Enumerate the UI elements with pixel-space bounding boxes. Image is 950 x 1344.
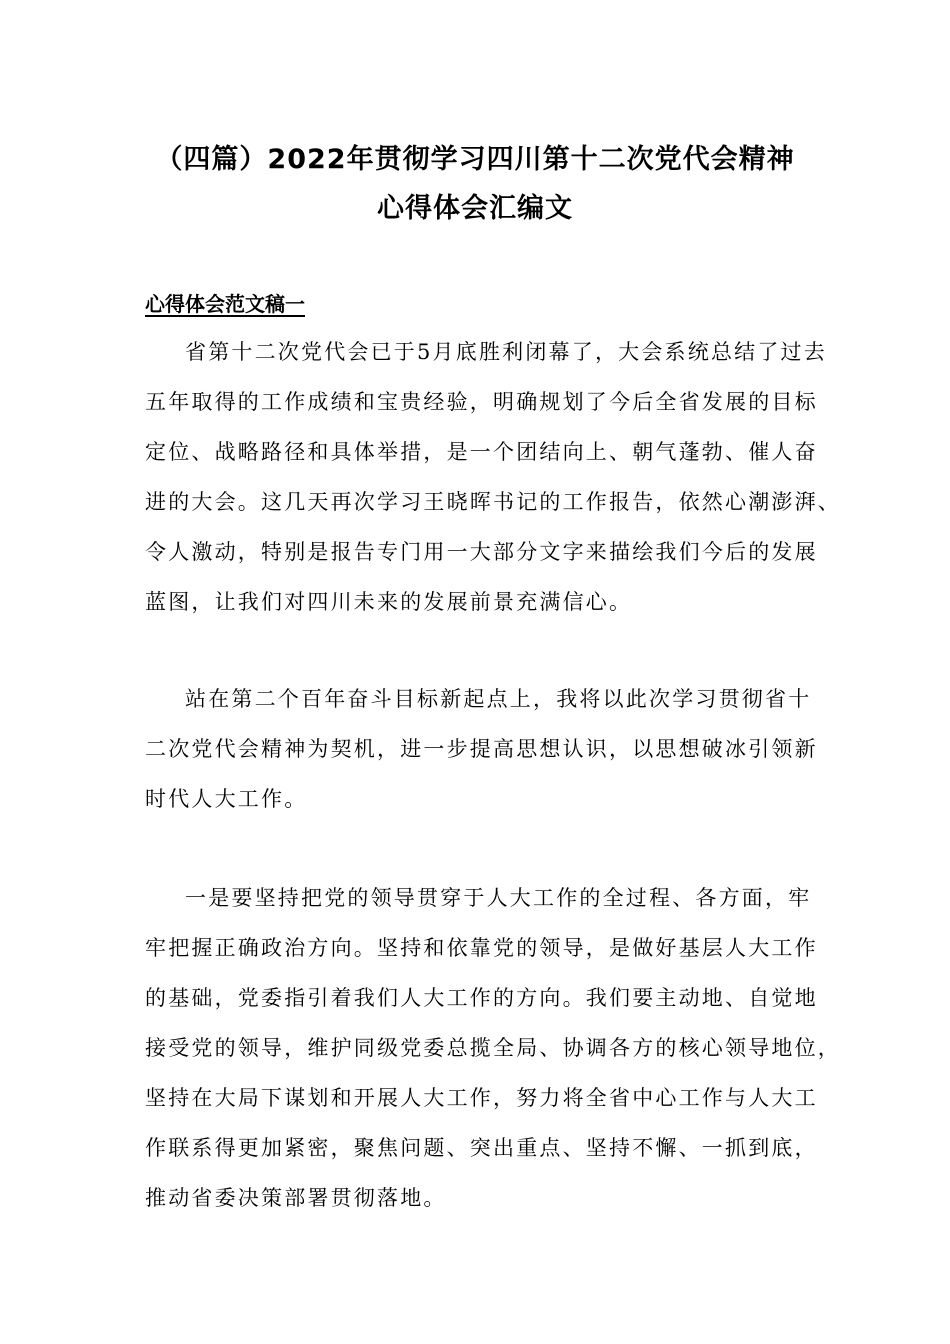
paragraph-line: 坚持在大局下谋划和开展人大工作，努力将全省中心工作与人大工	[145, 1086, 818, 1110]
paragraph-1	[145, 327, 841, 627]
paragraph-2	[145, 674, 835, 824]
paragraph-3	[145, 873, 841, 1223]
paragraph-line: 站在第二个百年奋斗目标新起点上，我将以此次学习贯彻省十	[185, 687, 812, 711]
paragraph-line: 接受党的领导，维护同级党委总揽全局、协调各方的核心领导地位，	[145, 1036, 841, 1060]
paragraph-line: 一是要坚持把党的领导贯穿于人大工作的全过程、各方面，牢	[185, 886, 812, 910]
document-title-line-1: （四篇）2022年贯彻学习四川第十二次党代会精神	[155, 144, 795, 175]
section-heading: 心得体会范文稿一	[145, 292, 305, 316]
paragraph-line: 五年取得的工作成绩和宝贵经验，明确规划了今后全省发展的目标	[145, 390, 818, 414]
paragraph-line: 令人激动，特别是报告专门用一大部分文字来描绘我们今后的发展	[145, 540, 818, 564]
paragraph-line: 进的大会。这几天再次学习王晓晖书记的工作报告，依然心潮澎湃、	[145, 490, 841, 514]
paragraph-line: 作联系得更加紧密，聚焦问题、突出重点、坚持不懈、一抓到底，	[145, 1136, 818, 1160]
paragraph-line: 时代人大工作。	[145, 787, 308, 811]
paragraph-line: 的基础，党委指引着我们人大工作的方向。我们要主动地、自觉地	[145, 986, 818, 1010]
paragraph-line: 蓝图，让我们对四川未来的发展前景充满信心。	[145, 590, 633, 614]
paragraph-line: 定位、战略路径和具体举措，是一个团结向上、朝气蓬勃、催人奋	[145, 440, 818, 464]
paragraph-line: 牢把握正确政治方向。坚持和依靠党的领导，是做好基层人大工作	[145, 936, 818, 960]
paragraph-line: 省第十二次党代会已于5月底胜利闭幕了，大会系统总结了过去	[185, 340, 827, 364]
paragraph-line: 推动省委决策部署贯彻落地。	[145, 1186, 447, 1210]
paragraph-line: 二次党代会精神为契机，进一步提高思想认识，以思想破冰引领新	[145, 737, 818, 761]
document-title-line-2: 心得体会汇编文	[377, 193, 573, 224]
